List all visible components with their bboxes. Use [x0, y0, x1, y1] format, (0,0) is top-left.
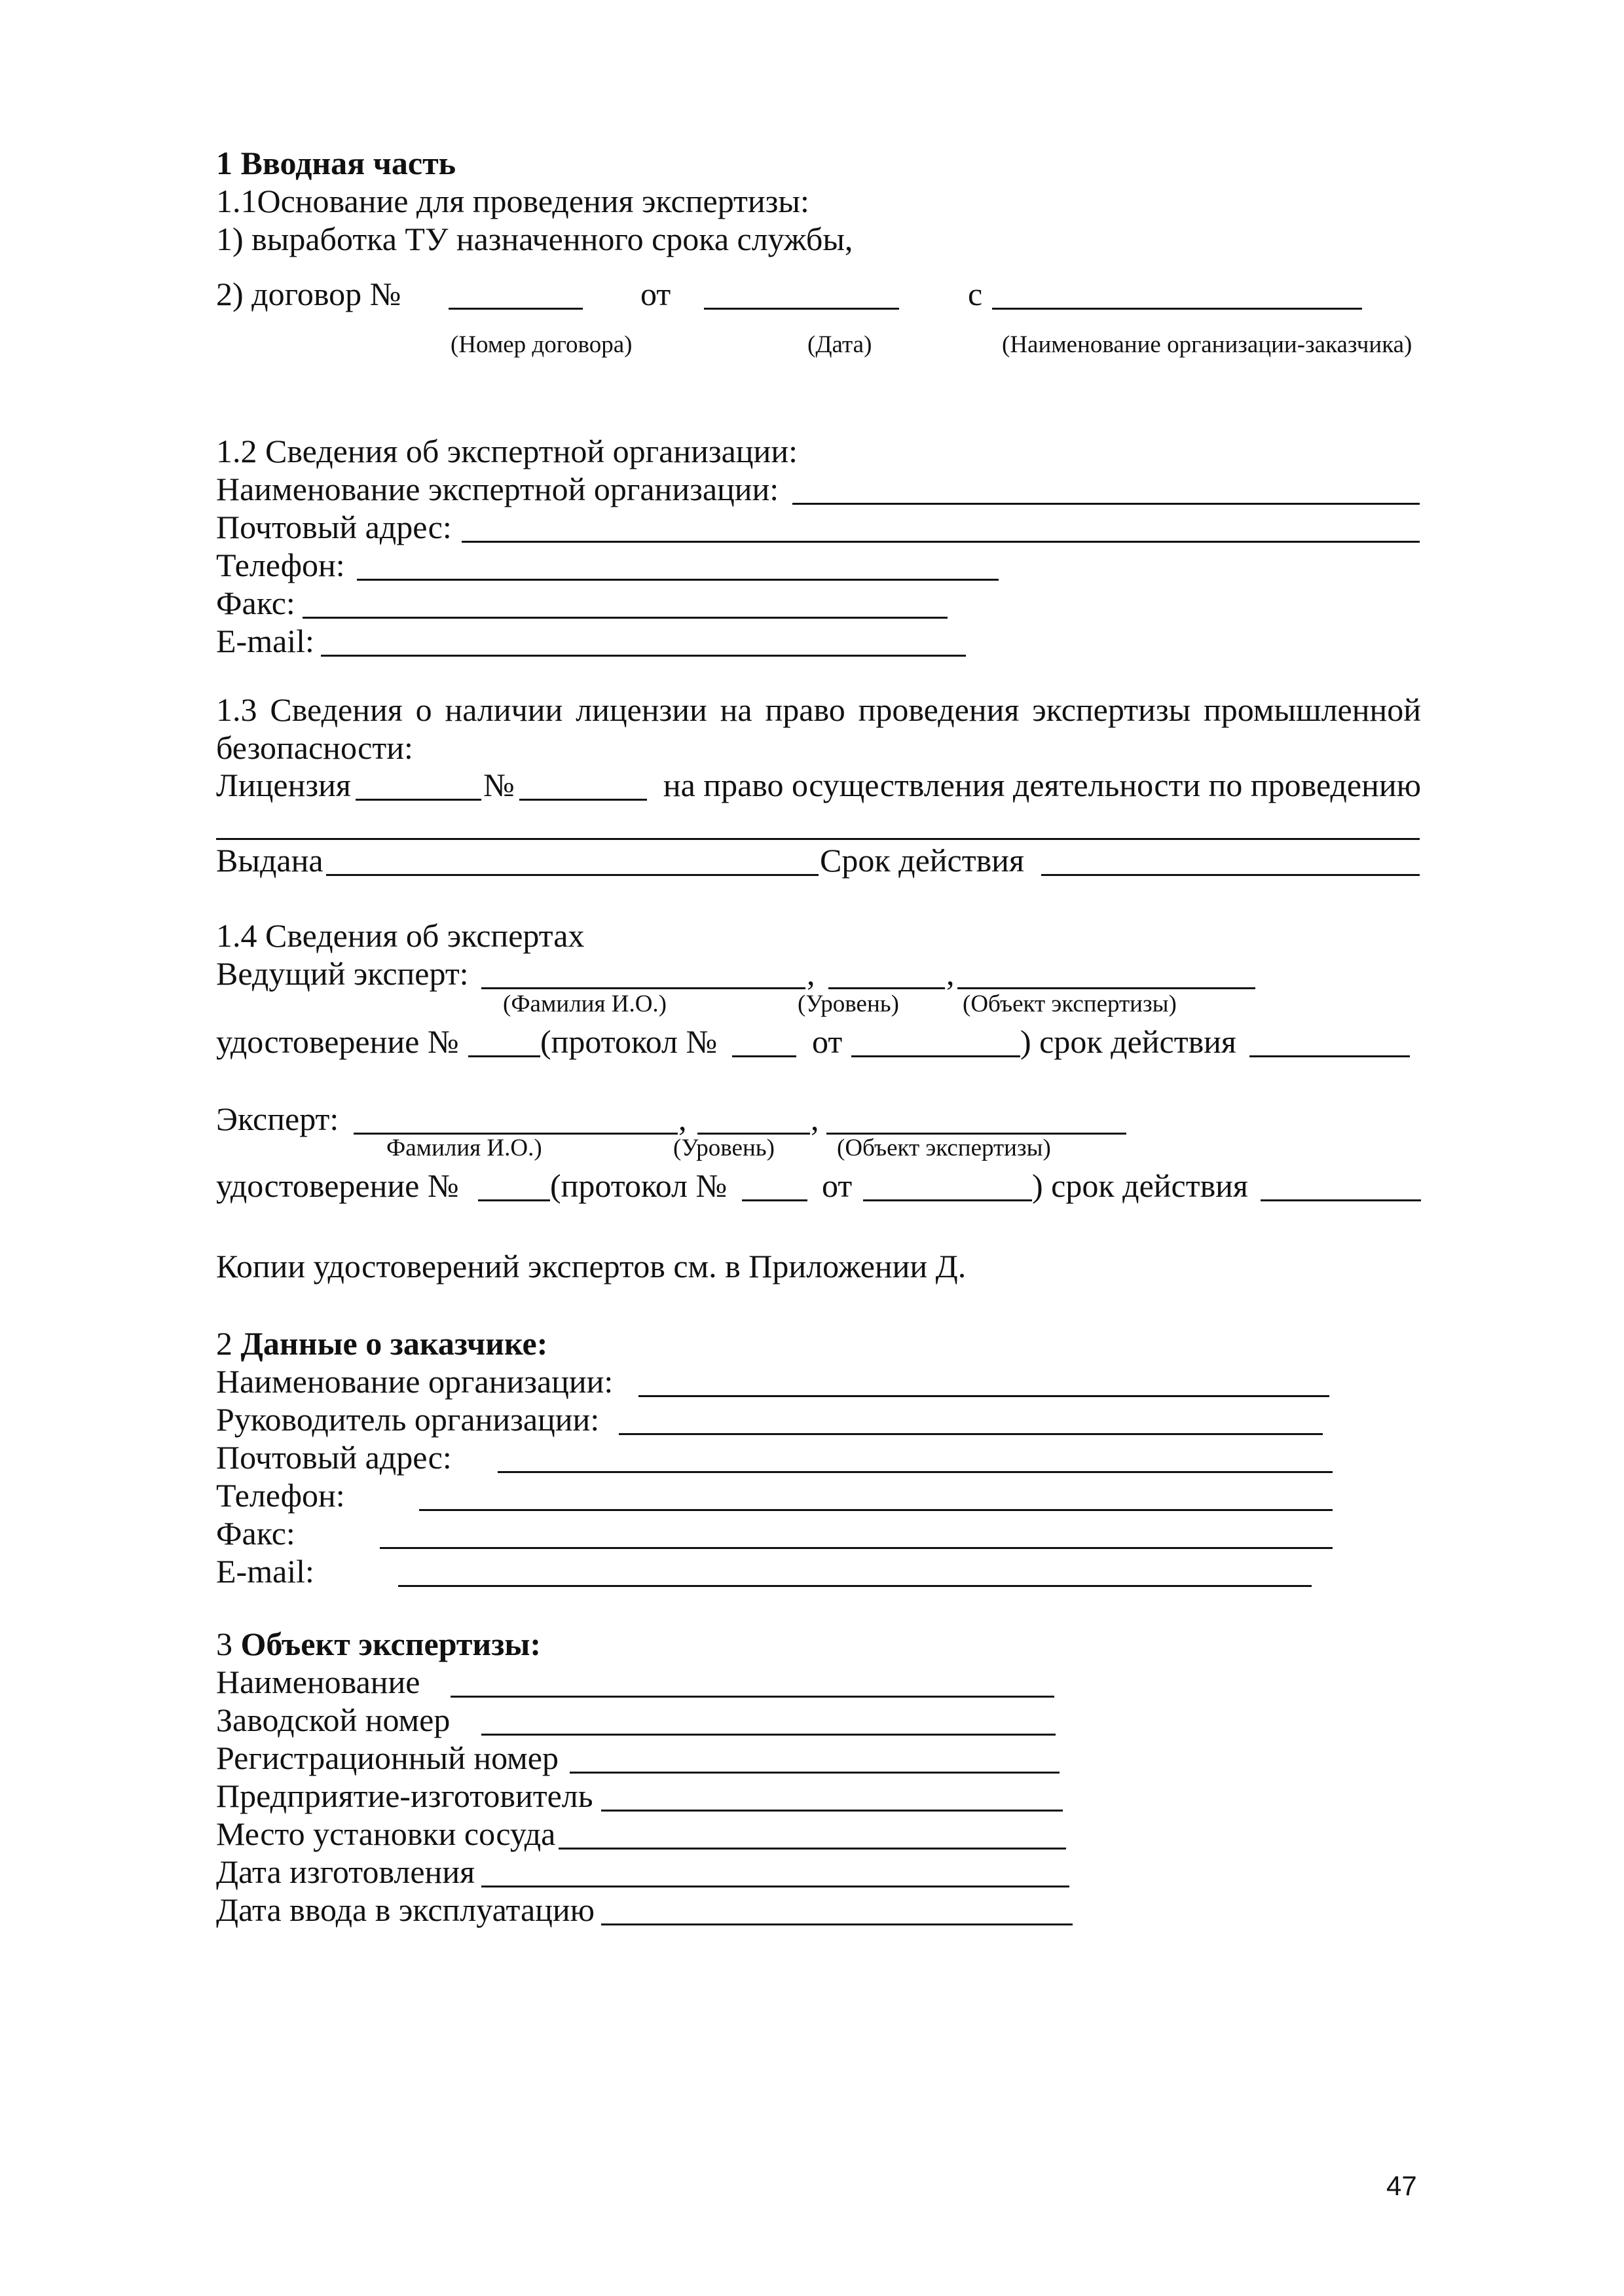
expert-org-email-label: E-mail: [216, 623, 314, 659]
section-number: 1 [216, 145, 232, 181]
object-serial-label: Заводской номер [216, 1702, 451, 1738]
object-date-commission-label: Дата ввода в эксплуатацию [216, 1891, 595, 1928]
lead-from-label: от [812, 1023, 843, 1060]
expert-org-name-field[interactable] [792, 503, 1420, 505]
customer-org-label: Наименование организации: [216, 1363, 614, 1400]
comma-4: , [811, 1101, 819, 1137]
expert-org-phone-field[interactable] [357, 579, 999, 581]
lead-expert-label: Ведущий эксперт: [216, 955, 469, 992]
license-right-text: на право осуществления деятельности по проведению [663, 767, 1421, 803]
expert-cert-label: удостоверение № [216, 1167, 459, 1204]
customer-phone-label: Телефон: [216, 1477, 345, 1514]
object-maker-field[interactable] [601, 1810, 1063, 1812]
section-title: Объект экспертизы: [240, 1626, 542, 1662]
contract-org-field[interactable] [992, 308, 1362, 310]
comma-1: , [807, 955, 815, 992]
expert-org-fax-label: Факс: [216, 585, 295, 621]
lead-cert-number-field[interactable] [468, 1055, 540, 1057]
license-no-label: № [483, 767, 515, 803]
object-reg-label: Регистрационный номер [216, 1740, 559, 1776]
lead-expert-level-field[interactable] [828, 987, 945, 989]
object-date-commission-field[interactable] [601, 1923, 1073, 1925]
lead-validity-field[interactable] [1249, 1055, 1410, 1057]
object-serial-field[interactable] [481, 1734, 1056, 1736]
expert-protocol-number-field[interactable] [742, 1199, 807, 1201]
license-validity-field[interactable] [1041, 874, 1420, 876]
section-3-heading [216, 1625, 541, 1663]
customer-email-field[interactable] [398, 1585, 1312, 1587]
section-1-4-title: 1.4 Сведения об экспертах [216, 917, 585, 954]
expert-protocol-date-field[interactable] [863, 1199, 1032, 1201]
section-1-heading [216, 144, 456, 182]
expert-from-label: от [822, 1167, 853, 1204]
caption-expert-level: (Уровень) [673, 1135, 775, 1161]
license-issued-field[interactable] [326, 874, 819, 876]
lead-expert-name-field[interactable] [481, 987, 805, 989]
caption-expert-object: (Объект экспертизы) [837, 1135, 1051, 1161]
license-series-field[interactable] [356, 799, 481, 801]
expert-org-address-label: Почтовый адрес: [216, 509, 452, 545]
basis-line: 1.1Основание для проведения экспертизы: [216, 183, 809, 219]
license-label: Лицензия [216, 767, 351, 803]
caption-customer-org: (Наименование организации-заказчика) [1002, 331, 1412, 358]
license-activity-field[interactable] [216, 838, 1420, 840]
section-1-3-title-line-2: безопасности: [216, 729, 413, 766]
expert-org-fax-field[interactable] [303, 617, 948, 619]
expert-validity-field[interactable] [1261, 1199, 1421, 1201]
expert-org-phone-label: Телефон: [216, 547, 345, 583]
object-date-made-label: Дата изготовления [216, 1853, 475, 1890]
customer-org-field[interactable] [638, 1395, 1329, 1397]
expert-protocol-label: (протокол № [550, 1167, 728, 1204]
object-place-label: Место установки сосуда [216, 1815, 556, 1852]
license-validity-label: Срок действия [820, 842, 1024, 879]
section-number: 3 [216, 1626, 232, 1662]
customer-fax-field[interactable] [380, 1547, 1333, 1549]
object-name-field[interactable] [451, 1696, 1054, 1698]
caption-expert-name: Фамилия И.О.) [386, 1135, 542, 1161]
caption-contract-date: (Дата) [807, 331, 872, 358]
comma-2: , [946, 955, 955, 992]
object-reg-field[interactable] [570, 1772, 1060, 1774]
object-maker-label: Предприятие-изготовитель [216, 1777, 593, 1814]
section-number: 2 [216, 1325, 232, 1362]
expert-org-address-field[interactable] [462, 541, 1420, 543]
section-2-heading [216, 1324, 547, 1362]
caption-lead-object: (Объект экспертизы) [963, 991, 1177, 1017]
contract-from-label: от [640, 276, 671, 312]
customer-head-label: Руководитель организации: [216, 1401, 600, 1438]
expert-validity-label: ) срок действия [1032, 1167, 1248, 1204]
customer-address-field[interactable] [498, 1471, 1333, 1473]
expert-label: Эксперт: [216, 1101, 339, 1137]
lead-protocol-label: (протокол № [540, 1023, 718, 1060]
contract-with-label: с [968, 276, 983, 312]
caption-contract-number: (Номер договора) [451, 331, 633, 358]
comma-3: , [678, 1101, 687, 1137]
caption-lead-level: (Уровень) [798, 991, 899, 1017]
customer-fax-label: Факс: [216, 1515, 295, 1552]
license-number-field[interactable] [519, 799, 647, 801]
contract-date-field[interactable] [704, 308, 899, 310]
expert-org-name-label: Наименование экспертной организации: [216, 471, 779, 507]
lead-protocol-date-field[interactable] [851, 1055, 1020, 1057]
object-place-field[interactable] [559, 1848, 1066, 1850]
caption-lead-name: (Фамилия И.О.) [503, 991, 667, 1017]
object-name-label: Наименование [216, 1664, 420, 1700]
section-title: Вводная часть [240, 145, 456, 181]
lead-protocol-number-field[interactable] [732, 1055, 796, 1057]
lead-expert-object-field[interactable] [957, 987, 1255, 989]
lead-validity-label: ) срок действия [1020, 1023, 1236, 1060]
page-number: 47 [1386, 2170, 1417, 2201]
expert-copies-note: Копии удостоверений экспертов см. в Приложении Д. [216, 1248, 967, 1285]
basis-item-1: 1) выработка ТУ назначенного срока службы, [216, 221, 853, 257]
section-1-2-title: 1.2 Сведения об экспертной организации: [216, 433, 798, 469]
customer-phone-field[interactable] [419, 1509, 1333, 1511]
section-title: Данные о заказчике: [240, 1325, 548, 1362]
customer-email-label: E-mail: [216, 1553, 314, 1590]
contract-label: 2) договор № [216, 276, 401, 312]
expert-cert-number-field[interactable] [478, 1199, 550, 1201]
lead-cert-label: удостоверение № [216, 1023, 459, 1060]
object-date-made-field[interactable] [481, 1886, 1069, 1887]
customer-head-field[interactable] [619, 1433, 1323, 1435]
license-issued-label: Выдана [216, 842, 323, 879]
customer-address-label: Почтовый адрес: [216, 1439, 452, 1476]
expert-org-email-field[interactable] [321, 655, 966, 657]
contract-number-field[interactable] [449, 308, 583, 310]
section-1-3-title-line-1: 1.3 Сведения о наличии лицензии на право проведения экспертизы промышленной [216, 691, 1421, 728]
